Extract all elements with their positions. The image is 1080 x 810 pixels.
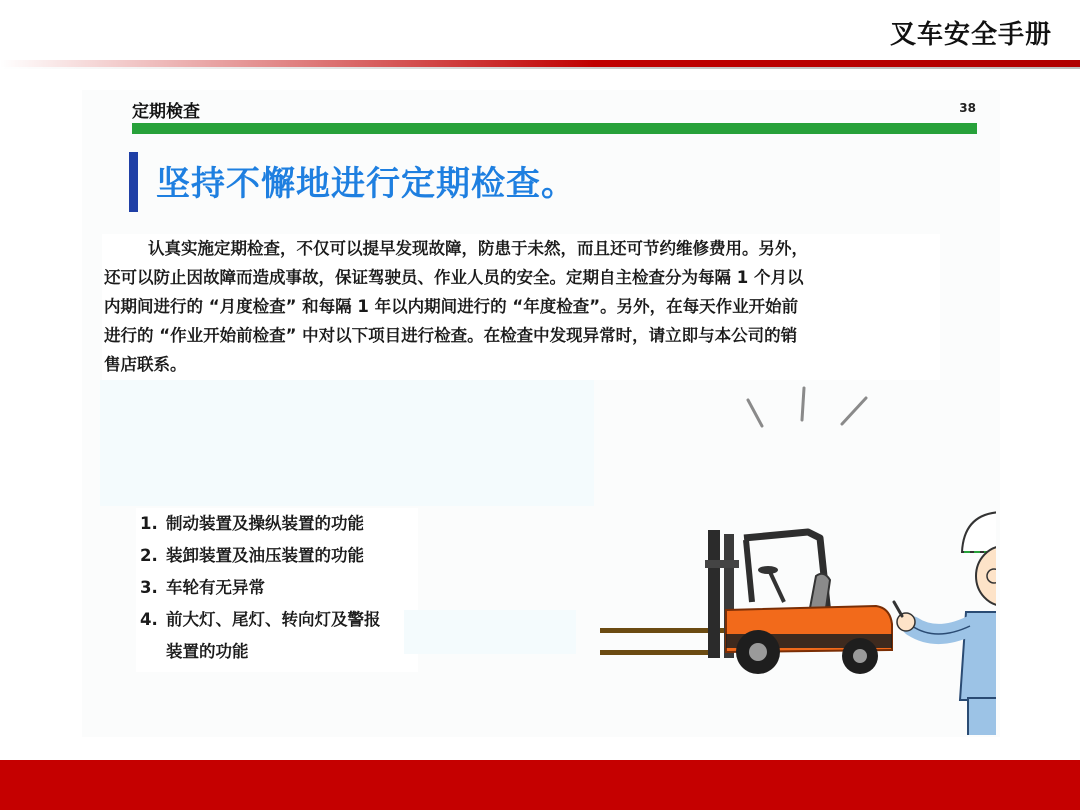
list-item bbox=[136, 572, 418, 604]
body-line: 还可以防止因故障而造成事故，保证驾驶员、作业人员的安全。定期自主检查分为每隔 1 个月以 bbox=[104, 268, 804, 287]
list-item-text: 制动装置及操纵装置的功能 bbox=[166, 514, 364, 533]
attention-lines-icon bbox=[748, 388, 866, 426]
body-paragraph bbox=[102, 234, 940, 380]
green-divider bbox=[132, 123, 977, 134]
list-item-continuation: 装置的功能 bbox=[166, 642, 249, 661]
body-line: 内期间进行的 “月度检查” 和每隔 1 年以内期间进行的 “年度检查”。另外，在每天作业开始前 bbox=[104, 297, 799, 316]
list-item-number: 3. bbox=[140, 578, 158, 597]
inspector-worker-illustration bbox=[894, 512, 996, 735]
list-clip-box bbox=[404, 610, 576, 654]
header-rule bbox=[0, 60, 1080, 67]
forklift-inspection-illustration bbox=[576, 380, 996, 735]
header-title: 叉车安全手册 bbox=[889, 20, 1052, 50]
blank-area bbox=[100, 380, 594, 506]
headline: 坚持不懈地进行定期检查。 bbox=[156, 164, 576, 204]
body-line: 进行的 “作业开始前检查” 中对以下项目进行检查。在检查中发现异常时，请立即与本公司的销 bbox=[104, 326, 798, 345]
manual-page-panel bbox=[82, 90, 1000, 737]
list-item-number: 1. bbox=[140, 514, 158, 533]
body-line: 认真实施定期检查，不仅可以提早发现故障，防患于未然，而且还可节约维修费用。另外， bbox=[148, 239, 808, 258]
body-line: 售店联系。 bbox=[104, 355, 187, 374]
list-item-text: 前大灯、尾灯、转向灯及警报 bbox=[166, 610, 381, 629]
header-rule-thin bbox=[0, 67, 1080, 69]
page-number: 38 bbox=[959, 101, 976, 115]
list-item-text: 装卸装置及油压装置的功能 bbox=[166, 546, 364, 565]
list-item bbox=[136, 540, 418, 572]
section-label: 定期検査 bbox=[132, 102, 200, 122]
list-item bbox=[136, 604, 418, 636]
headline-marker bbox=[129, 152, 138, 212]
check-list bbox=[136, 508, 418, 672]
list-item-number: 2. bbox=[140, 546, 158, 565]
forklift-illustration bbox=[600, 530, 892, 674]
list-item-number: 4. bbox=[140, 610, 158, 629]
list-item bbox=[136, 508, 418, 540]
list-item-text: 车轮有无异常 bbox=[166, 578, 265, 597]
footer-bar bbox=[0, 760, 1080, 810]
